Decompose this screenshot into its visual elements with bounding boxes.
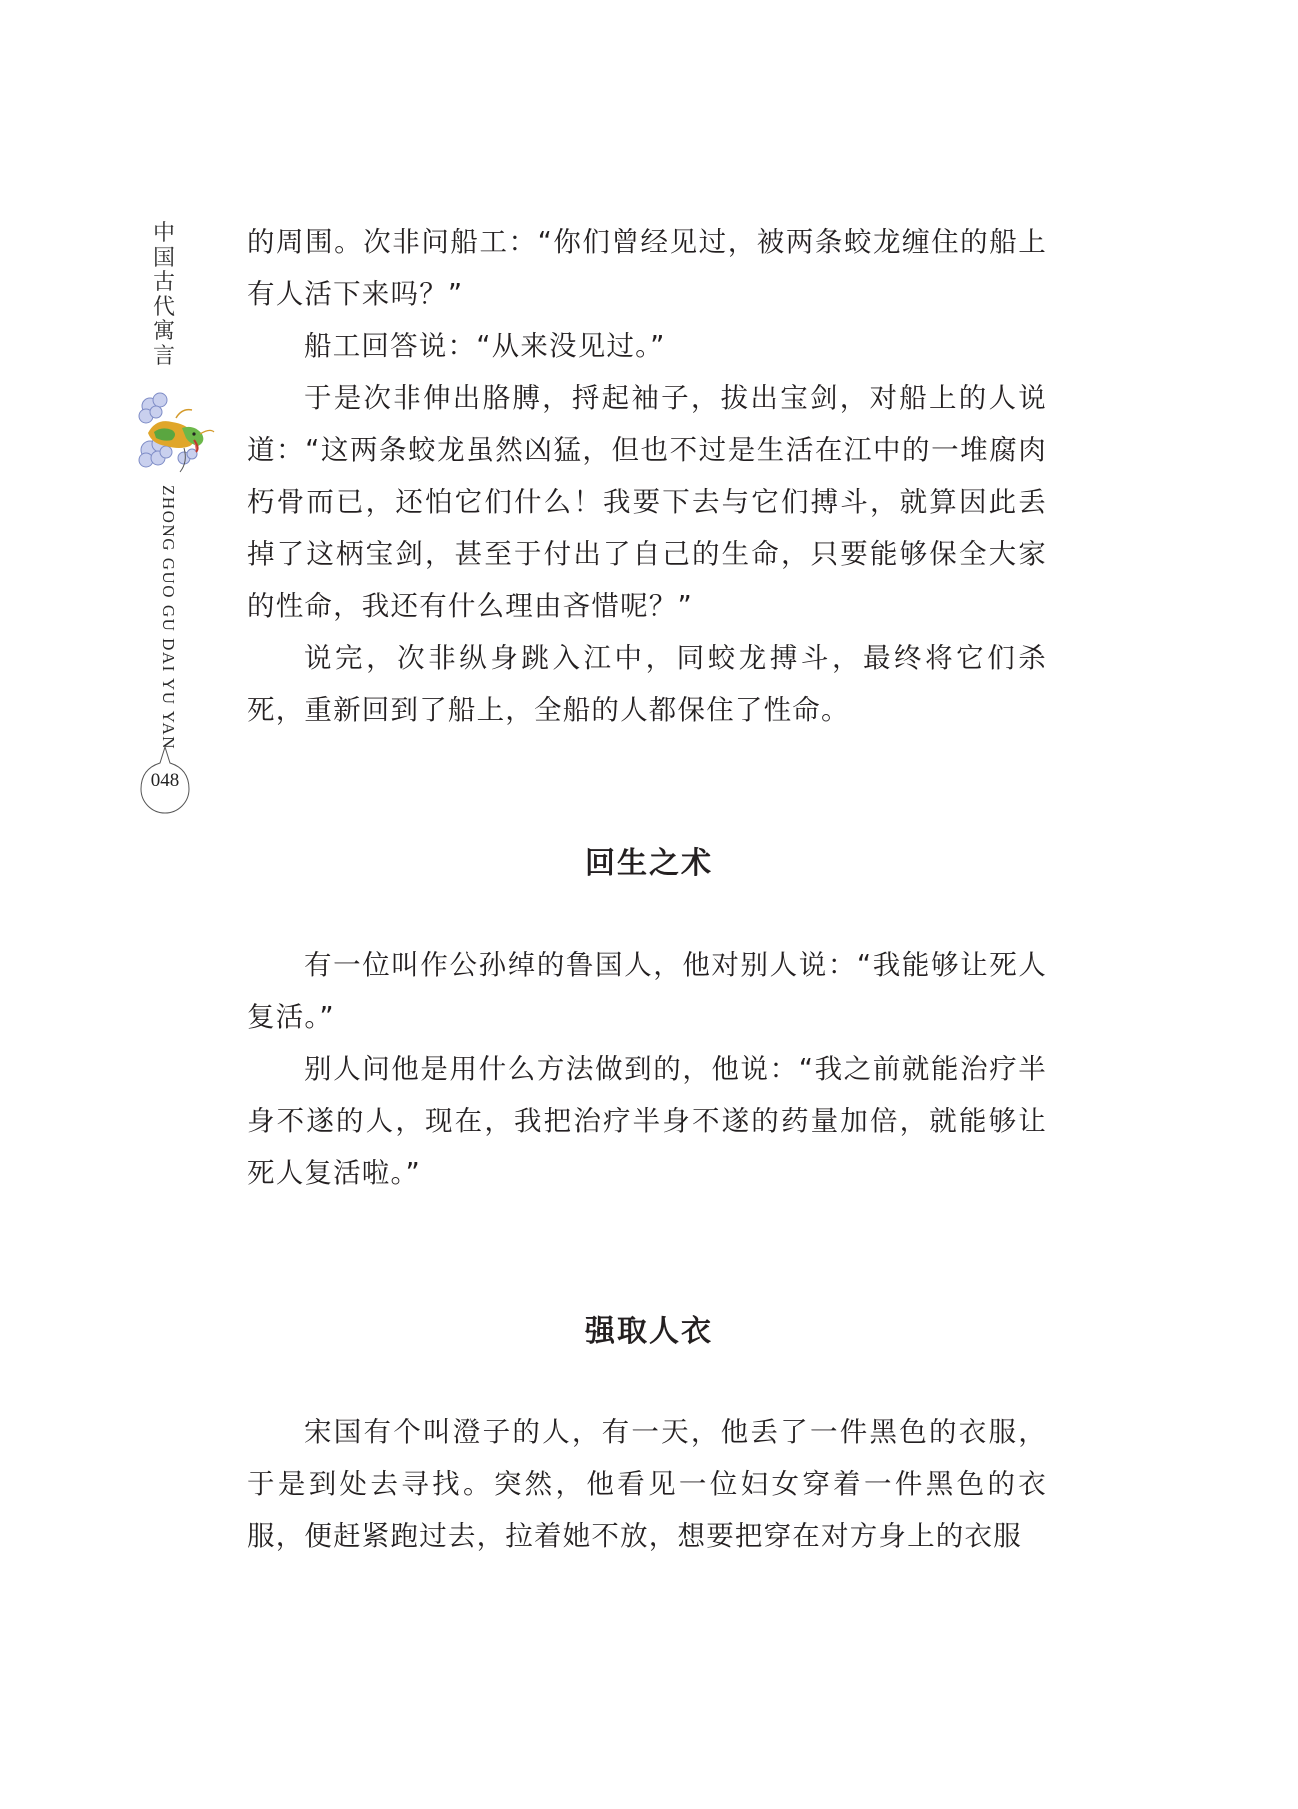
story-body [247,939,1047,1199]
paragraph: 的周围。次非问船工：“你们曾经见过，被两条蛟龙缠住的船上有人活下来吗？” [247,226,1047,310]
book-title-pinyin: ZHONG GUO GU DAI YU YAN [159,485,178,751]
paragraph: 有一位叫作公孙绰的鲁国人，他对别人说：“我能够让死人复活。” [247,949,1047,1033]
paragraph: 宋国有个叫澄子的人，有一天，他丢了一件黑色的衣服，于是到处去寻找。突然，他看见一位妇女穿着一件黑色的衣服，便赶紧跑过去，拉着她不放，想要把穿在对方身上的衣服 [247,1416,1047,1552]
book-title-char: 古 [152,270,175,295]
paragraph: 于是次非伸出胳膊，捋起袖子，拔出宝剑，对船上的人说道：“这两条蛟龙虽然凶猛，但也不过是生活在江中的一堆腐肉朽骨而已，还怕它们什么！我要下去与它们搏斗，就算因此丢掉了这柄宝剑，甚至于付出了自己的生命，只要能够保全大家的性命，我还有什么理由吝惜呢？” [247,382,1047,622]
story-body [247,1406,1047,1562]
book-title-char: 国 [152,245,175,271]
book-title-char: 寓 [152,319,175,344]
paragraph: 别人问他是用什么方法做到的，他说：“我之前就能治疗半身不遂的人，现在，我把治疗半身不遂的药量加倍，就能够让死人复活啦。” [247,1053,1047,1189]
paragraph: 船工回答说：“从来没见过。” [304,330,666,362]
page-number: 048 [150,770,180,791]
dragon-icon [136,388,216,478]
story-title: 强取人衣 [585,1314,713,1349]
continued-story [247,216,1047,736]
book-title-char: 言 [152,343,175,369]
paragraph: 说完，次非纵身跳入江中，同蛟龙搏斗，最终将它们杀死，重新回到了船上，全船的人都保住了性命。 [247,642,1047,726]
book-title-vertical [150,222,178,369]
book-title-char: 代 [152,294,175,320]
book-title-char: 中 [152,221,175,246]
story-title: 回生之术 [585,846,713,881]
